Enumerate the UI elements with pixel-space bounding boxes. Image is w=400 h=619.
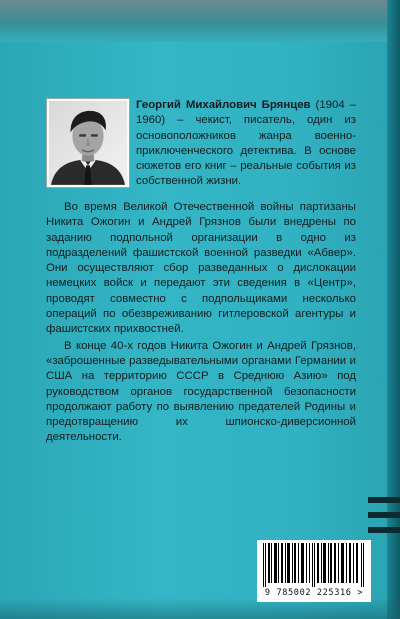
decorative-stripe: [368, 527, 400, 533]
author-bio-text: (1904 – 1960) – чекист, писатель, один из основоположников жанра военно-приключенческого детектива. В основе сюжетов его книг – реальные события из собственной жизни.: [136, 99, 356, 188]
top-band: [0, 0, 400, 42]
decorative-stripe: [368, 497, 400, 503]
portrait-image: [49, 101, 127, 185]
author-portrait: [46, 98, 130, 188]
annotation-paragraph-1: Во время Великой Отечественной войны партизаны Никита Ожогин и Андрей Грязнов были внедрены по заданию подпольной организации в одно из подразделений фашистской военной разведки «Абвер». Они осуществляют сбор разведанных о дислокации немецких войск и передают эти сведения в «Центр», проводят совместно с подпольщиками несколько операций по обезвреживанию гитлеровской агентуры и фашистских прихвостней.: [46, 201, 356, 336]
decorative-stripe: [368, 512, 400, 518]
annotation-paragraph-2: В конце 40-х годов Никита Ожогин и Андрей Грязнов, «заброшенные разведывательными органами Германии и США на территорию СССР в Среднюю Азию» под руководством органов государственной безопасности продолжают работу по выявлению предателей Родины и предотвращению их шпионско-диверсионной деятельности.: [46, 339, 356, 444]
author-bio: [136, 98, 356, 190]
annotation-text: [46, 200, 356, 447]
isbn-digits: 9 785002 225316 >: [264, 588, 364, 598]
barcode-icon: [261, 543, 367, 587]
author-name: Георгий Михайлович Брянцев: [136, 99, 311, 111]
isbn-barcode: [257, 540, 371, 602]
